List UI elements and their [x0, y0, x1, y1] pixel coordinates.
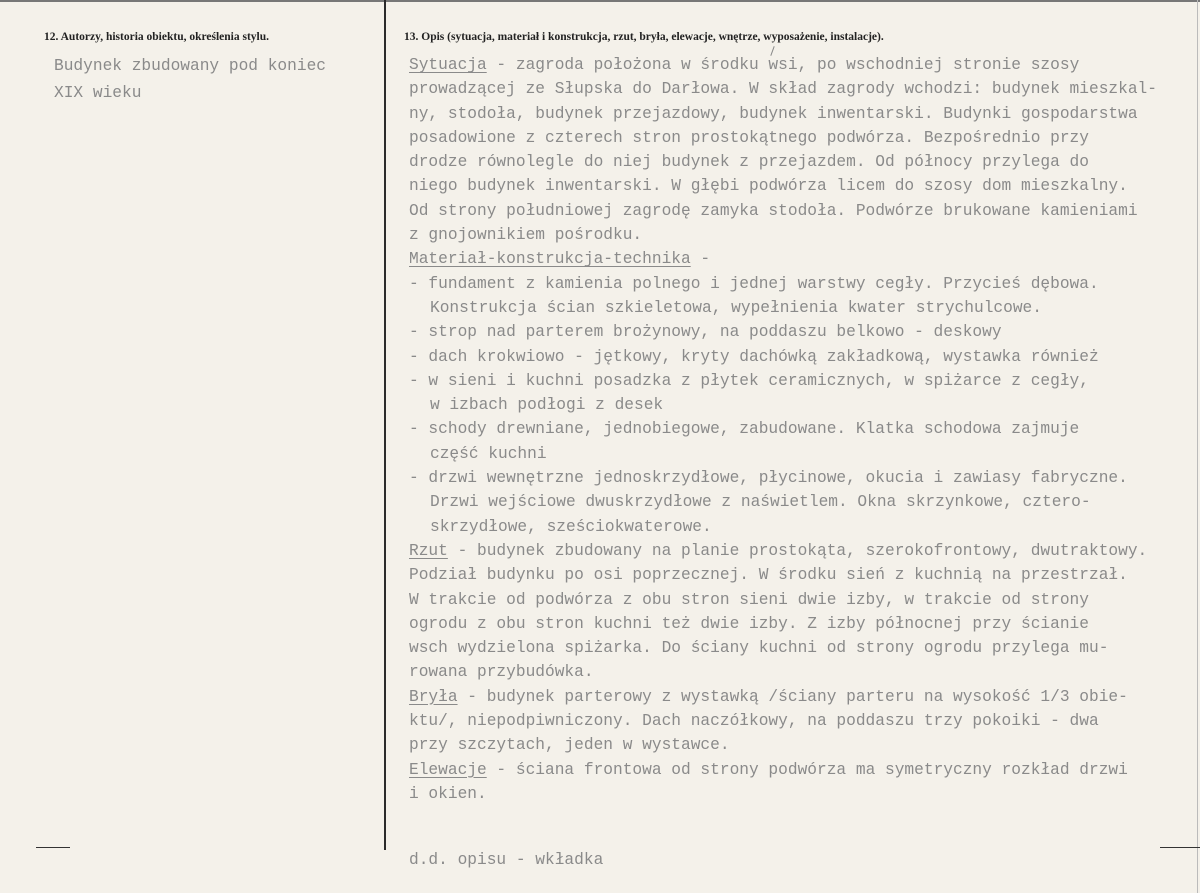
line-text: z gnojownikiem pośrodku. [409, 226, 643, 245]
description-line [409, 709, 1199, 733]
fold-mark-right [1160, 847, 1200, 848]
description-line [409, 53, 1199, 77]
description-line [409, 150, 1199, 174]
line-text: Od strony południowej zagrodę zamyka stodoła. Podwórze brukowane kamieniami [409, 201, 1138, 220]
description-line [409, 417, 1199, 441]
line-text: - zagroda położona w środku wsi, po wschodniej stronie szosy [486, 56, 1080, 74]
line-text: - ściana frontowa od strony podwórza ma symetryczny rozkład drzwi [486, 760, 1128, 779]
line-text: i okien. [409, 784, 487, 803]
description-line [409, 782, 1199, 806]
line-text: Konstrukcja ścian szkieletowa, wypełnienia kwater strychulcowe. [430, 298, 1042, 317]
line-text: Podział budynku po osi poprzecznej. W środku sień z kuchnią na przestrzał. [409, 566, 1128, 585]
description-line [409, 612, 1199, 636]
line-text: w izbach podłogi z desek [430, 396, 664, 415]
line-text: W trakcie od podwórza z obu stron sieni dwie izby, w trakcie od strony [409, 590, 1089, 609]
continuation-note: d.d. opisu - wkładka [409, 851, 604, 869]
line-text: - w sieni i kuchni posadzka z płytek ceramicznych, w spiżarce z cegły, [409, 371, 1089, 390]
column-divider [384, 0, 386, 850]
description-line [409, 733, 1199, 757]
description-line [409, 539, 1199, 563]
description-line [409, 174, 1199, 198]
line-text: prowadzącej ze Słupska do Darłowa. W skład zagrody wchodzi: budynek mieszkal- [409, 80, 1157, 99]
line-text: - budynek zbudowany na planie prostokąta, szerokofrontowy, dwutraktowy. [447, 541, 1148, 560]
line-text: - fundament z kamienia polnego i jednej warstwy cegły. Przycieś dębowa. [409, 274, 1099, 293]
description-line [409, 345, 1199, 369]
line-text: drodze równolegle do niej budynek z przejazdem. Od północy przylega do [409, 153, 1089, 172]
line-text: Drzwi wejściowe dwuskrzydłowe z naświetlem. Okna skrzynkowe, cztero- [430, 493, 1091, 512]
description-line [409, 490, 1199, 514]
description-line [409, 223, 1199, 247]
description-line [409, 442, 1199, 466]
description-line [409, 369, 1199, 393]
description-line [409, 515, 1199, 539]
description-line [409, 77, 1199, 101]
description-line [409, 660, 1199, 684]
line-text: rowana przybudówka. [409, 663, 594, 682]
field-12-label: 12. Autorzy, historia obiektu, określenia stylu. [44, 31, 270, 43]
description-line [409, 636, 1199, 660]
field-12-value: Budynek zbudowany pod koniec XIX wieku [54, 57, 326, 102]
line-text: - [690, 250, 711, 269]
line-text: - schody drewniane, jednobiegowe, zabudowane. Klatka schodowa zajmuje [409, 420, 1080, 439]
section-heading: Elewacje [409, 760, 487, 779]
field-13-description [409, 53, 1199, 806]
description-line [409, 685, 1199, 709]
line-text: posadowione z czterech stron prostokątnego podwórza. Bezpośrednio przy [409, 128, 1089, 147]
field-13-label: 13. Opis (sytuacja, materiał i konstrukcja, rzut, bryła, elewacje, wnętrze, wyposażenie, instalacje). [404, 31, 884, 43]
description-line [409, 296, 1199, 320]
description-line [409, 466, 1199, 490]
line-text: - strop nad parterem brożynowy, na poddaszu belkowo - deskowy [409, 323, 1002, 342]
top-border [0, 0, 1200, 2]
description-line [409, 102, 1199, 126]
line-text: skrzydłowe, sześciokwaterowe. [430, 517, 712, 536]
line-text: - budynek parterowy z wystawką /ściany parteru na wysokość 1/3 obie- [457, 687, 1128, 706]
line-text: wsch wydzielona spiżarka. Do ściany kuchni od strony ogrodu przylega mu- [409, 639, 1109, 658]
section-heading: Sytuacja [409, 56, 487, 74]
section-heading: Rzut [409, 541, 448, 560]
description-line [409, 126, 1199, 150]
description-line [409, 588, 1199, 612]
line-text: przy szczytach, jeden w wystawce. [409, 736, 730, 755]
section-heading: Bryła [409, 687, 458, 706]
line-text: ogrodu z obu stron kuchni też dwie izby. Z izby północnej przy ścianie [409, 614, 1089, 633]
line-text: ktu/, niepodpiwniczony. Dach naczółkowy, na poddaszu trzy pokoiki - dwa [409, 712, 1099, 731]
line-text: niego budynek inwentarski. W głębi podwórza licem do szosy dom mieszkalny. [409, 177, 1128, 196]
line-text: ny, stodoła, budynek przejazdowy, budynek inwentarski. Budynki gospodarstwa [409, 104, 1138, 123]
description-line [409, 563, 1199, 587]
description-line [409, 320, 1199, 344]
description-line [409, 272, 1199, 296]
line-text: - dach krokwiowo - jętkowy, kryty dachówką zakładkową, wystawka również [409, 347, 1099, 366]
description-line [409, 758, 1199, 782]
line-text: - drzwi wewnętrzne jednoskrzydłowe, płycinowe, okucia i zawiasy fabryczne. [409, 469, 1128, 488]
description-line [409, 247, 1199, 271]
description-line [409, 199, 1199, 223]
fold-mark-left [36, 847, 70, 848]
description-line [409, 393, 1199, 417]
line-text: część kuchni [430, 444, 547, 463]
section-heading: Materiał-konstrukcja-technika [409, 250, 691, 269]
